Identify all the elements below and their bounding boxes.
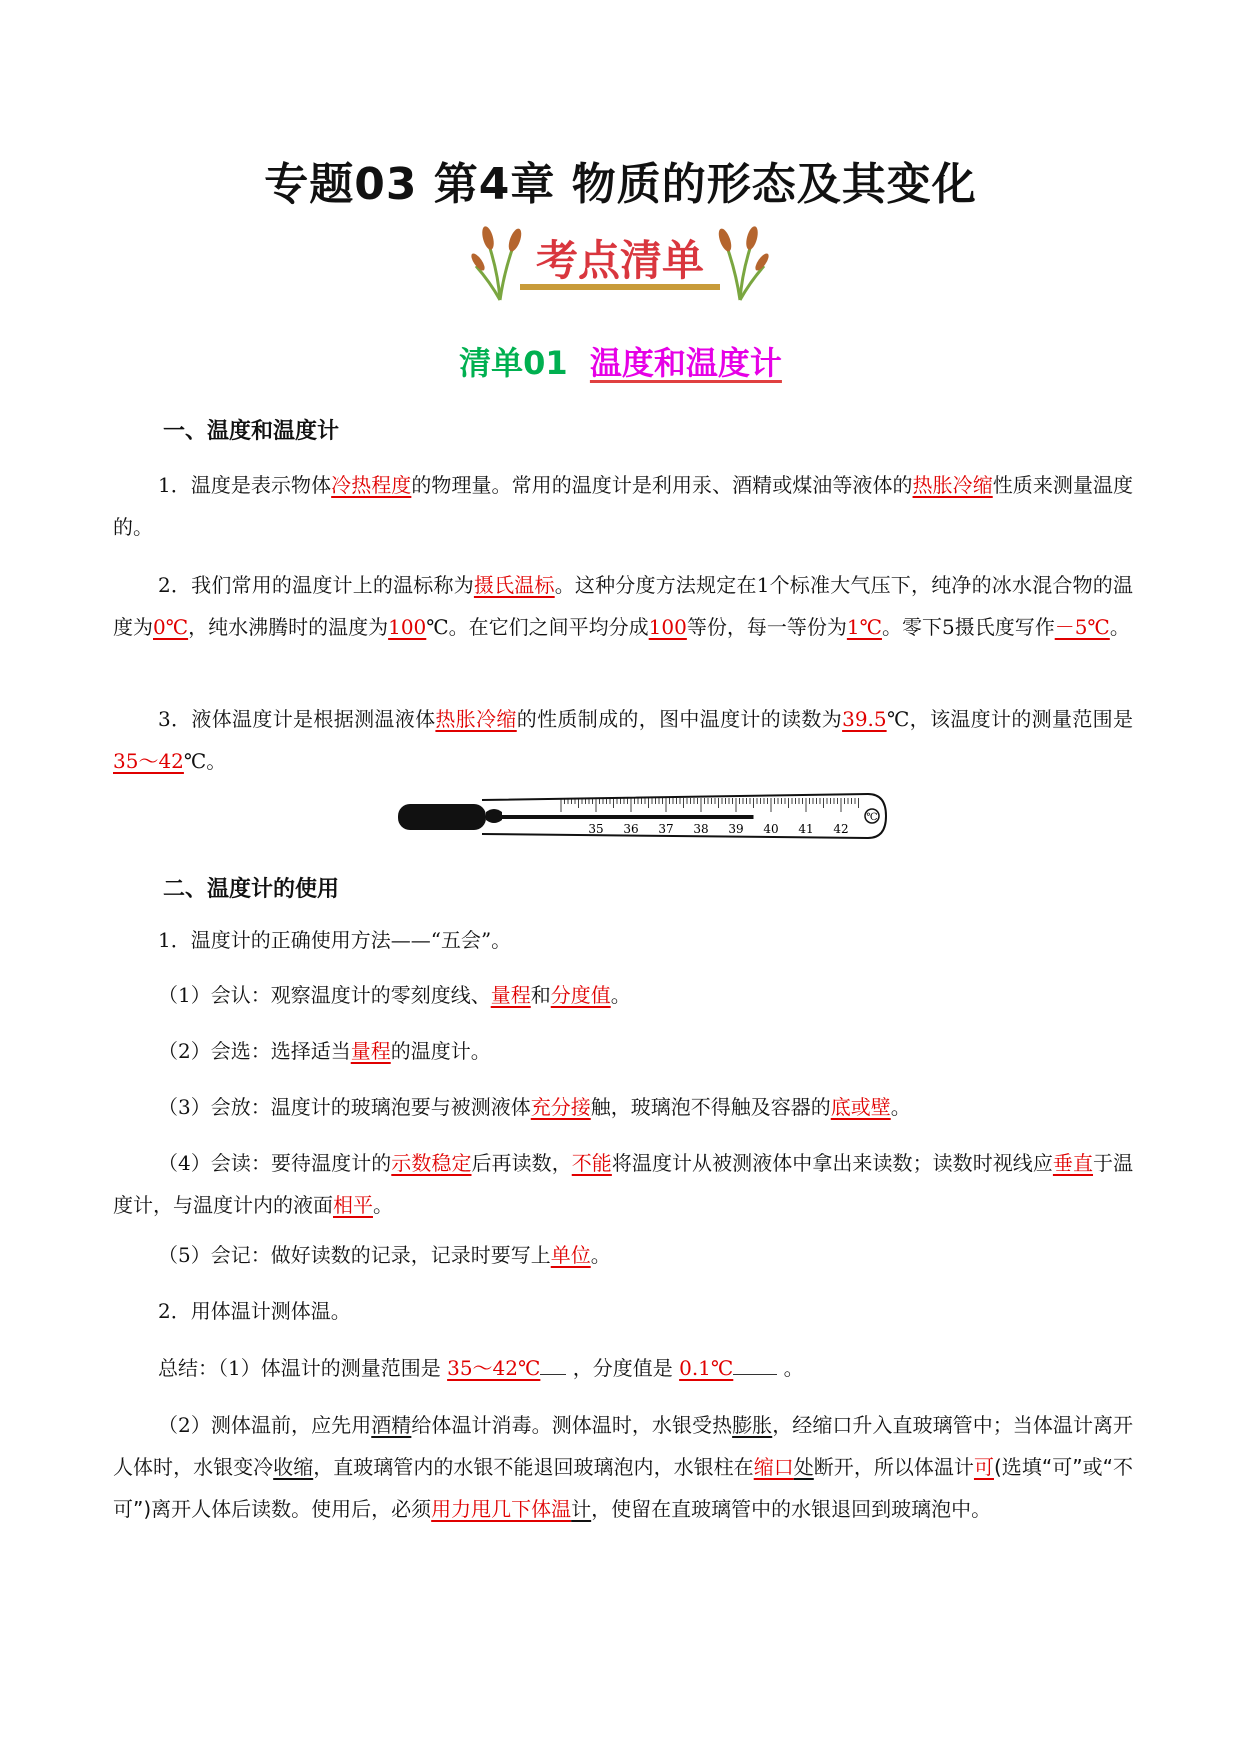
tick-label: 35 — [588, 822, 604, 836]
text: 。 — [890, 1095, 911, 1119]
text: （5）会记：做好读数的记录，记录时要写上 — [158, 1243, 551, 1267]
answer: 35～42 — [113, 749, 184, 773]
text: 3．液体温度计是根据测温液体 — [158, 707, 436, 731]
text: （1）会认：观察温度计的零刻度线、 — [158, 983, 491, 1007]
text: 离开人体后读数。使用后，必须 — [151, 1497, 432, 1521]
answer: 35～42℃ — [447, 1356, 541, 1380]
answer: 单位 — [550, 1243, 591, 1267]
answer: 底或壁 — [830, 1095, 891, 1119]
tick-label: 38 — [693, 822, 709, 836]
text: 和 — [530, 983, 551, 1007]
text: 。零下5摄氏度写作 — [881, 615, 1055, 639]
answer: 100 — [388, 615, 427, 639]
answer: 分度值 — [550, 983, 611, 1007]
section-badge — [470, 222, 770, 302]
answer: 示数稳定 — [391, 1151, 472, 1175]
list-number: 清单01 — [459, 344, 568, 382]
answer: 量程 — [490, 983, 531, 1007]
answer: 热胀冷缩 — [912, 473, 993, 497]
blank-line — [540, 1354, 566, 1375]
answer: 用力甩几下体温 — [431, 1497, 572, 1521]
answer: 不能 — [571, 1151, 612, 1175]
line-8 — [158, 1353, 804, 1383]
text: 。 — [590, 1243, 611, 1267]
tick-label: 40 — [763, 822, 779, 836]
tick-label: 36 — [623, 822, 639, 836]
document-title: 专题03 第4章 物质的形态及其变化 — [264, 159, 977, 210]
answer: －5℃ — [1054, 615, 1110, 639]
answer: 热胀冷缩 — [435, 707, 517, 731]
answer: 0℃ — [153, 615, 189, 639]
section2-heading: 二、温度计的使用 — [163, 877, 340, 902]
text: ，直玻璃管内的水银不能退回玻璃泡内，水银柱在 — [313, 1455, 754, 1479]
answer: 相平 — [333, 1193, 373, 1217]
thermometer-figure — [398, 790, 888, 842]
paragraph-2 — [113, 564, 1133, 648]
tick-label: 37 — [658, 822, 674, 836]
answer: 可 — [973, 1455, 994, 1479]
badge-label: 考点清单 — [520, 228, 720, 290]
thermometer-bulb — [398, 804, 486, 830]
text: 。这种分度方法规定在1个标准大气压下，纯净的冰水混合物的温度为 — [113, 573, 1133, 639]
text: （3）会放：温度计的玻璃泡要与被测液体 — [158, 1095, 531, 1119]
text: 总结：（1）体温计的测量范围是 — [158, 1356, 448, 1380]
text: 将温度计从被测液体中拿出来读数；读数时视线应 — [611, 1151, 1053, 1175]
text: ，经缩口升入直玻璃管中；当体温计离开人体时，水银变冷 — [113, 1413, 1134, 1479]
text: 2．我们常用的温度计上的温标称为 — [158, 573, 474, 597]
text: 。 — [777, 1356, 804, 1380]
text: 后再读数， — [471, 1151, 572, 1175]
list-title — [0, 338, 1241, 384]
section1-heading: 一、温度和温度计 — [163, 419, 340, 444]
text: （4）会读：要待温度计的 — [158, 1151, 392, 1175]
answer: 39.5 — [842, 707, 887, 731]
tick-label: 42 — [833, 822, 849, 836]
answer: 摄氏温标 — [473, 573, 555, 597]
line-6 — [158, 1240, 611, 1270]
line-2 — [158, 980, 631, 1010]
text: （2）会选：选择适当 — [158, 1039, 351, 1063]
underlined-term: 收缩 — [273, 1455, 314, 1479]
underlined-term: 膨胀 — [732, 1413, 773, 1437]
text: 的温度计。 — [390, 1039, 491, 1063]
paragraph-body-temp — [113, 1404, 1133, 1530]
text: 断开，所以体温计 — [813, 1455, 974, 1479]
paragraph-3 — [113, 698, 1133, 782]
text: 1．温度是表示物体 — [158, 473, 332, 497]
line-3 — [158, 1036, 491, 1066]
tick-scale — [561, 798, 859, 812]
line-7: 2．用体温计测体温。 — [158, 1299, 351, 1323]
tick-labels — [588, 822, 848, 836]
answer: 0.1℃ — [679, 1356, 734, 1380]
blank-line — [733, 1354, 777, 1375]
underlined-term: 处 — [793, 1455, 814, 1479]
text: 的性质制成的，图中温度计的读数为 — [516, 707, 843, 731]
text: ℃，该温度计的测量范围是 — [886, 707, 1134, 731]
underlined-term: 计 — [571, 1497, 592, 1521]
text: 的物理量。常用的温度计是利用汞、酒精或煤油等液体的 — [411, 473, 913, 497]
answer: 垂直 — [1052, 1151, 1094, 1175]
answer: 1℃ — [846, 615, 882, 639]
answer: 缩口 — [753, 1455, 794, 1479]
text: 。 — [373, 1193, 393, 1217]
scale-unit: ℃ — [866, 812, 878, 823]
tick-label: 39 — [728, 822, 744, 836]
underlined-term: 酒精 — [371, 1413, 412, 1437]
answer: 量程 — [350, 1039, 391, 1063]
text: 于温度计，与温度计内的液面 — [113, 1151, 1134, 1217]
text: 。 — [610, 983, 631, 1007]
answer: 充分接 — [530, 1095, 591, 1119]
text: 等份，每一等份为 — [686, 615, 847, 639]
text: ，纯水沸腾时的温度为 — [188, 615, 389, 639]
line-4 — [158, 1092, 911, 1122]
text: （2）测体温前，应先用 — [158, 1413, 372, 1437]
text: 性质来测量温度的。 — [113, 473, 1134, 539]
text: ℃。在它们之间平均分成 — [426, 615, 649, 639]
wheat-right-icon — [710, 222, 770, 302]
text: ℃。 — [183, 749, 227, 773]
tick-label: 41 — [798, 822, 814, 836]
text: 触，玻璃泡不得触及容器的 — [590, 1095, 831, 1119]
text: 。 — [1109, 615, 1130, 639]
text: 给体温计消毒。测体温时，水银受热 — [411, 1413, 733, 1437]
answer: 冷热程度 — [331, 473, 412, 497]
text: ，使留在直玻璃管中的水银退回到玻璃泡中。 — [591, 1497, 992, 1521]
list-name: 温度和温度计 — [589, 344, 782, 382]
line-1: 1．温度计的正确使用方法——“五会”。 — [158, 928, 512, 952]
answer: 100 — [648, 615, 687, 639]
paragraph-1 — [113, 464, 1133, 548]
line-5 — [113, 1142, 1133, 1226]
instruction-text: (选填“可”或“不可”) — [113, 1455, 1134, 1521]
text: ，分度值是 — [566, 1356, 680, 1380]
